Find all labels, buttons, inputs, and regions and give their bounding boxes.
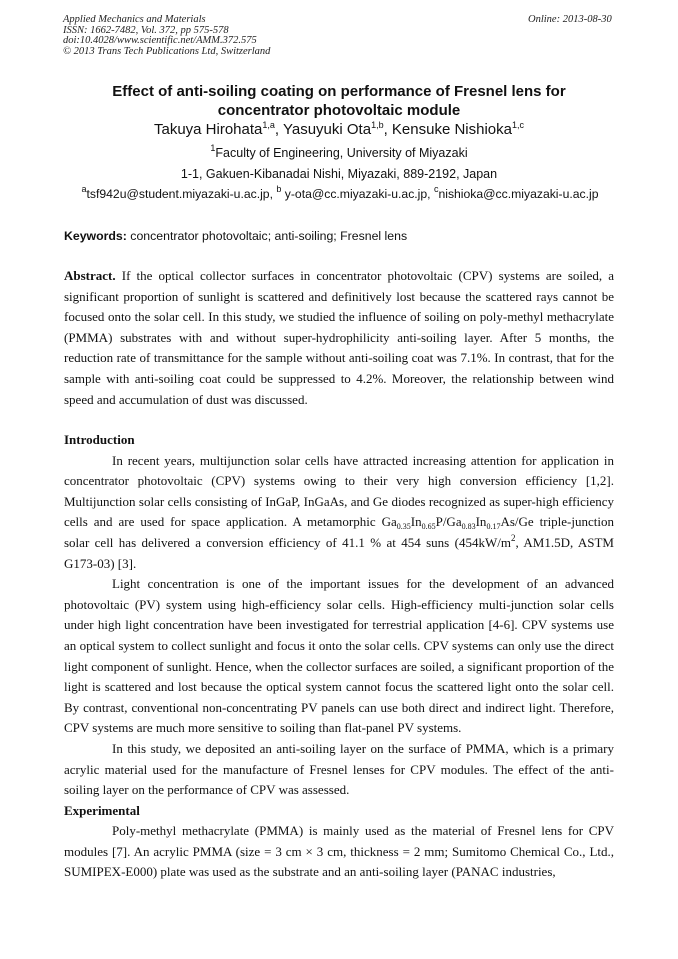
email-b: y-ota@cc.miyazaki-u.ac.jp, xyxy=(281,187,434,201)
paper-title xyxy=(64,82,614,120)
copyright-line: © 2013 Trans Tech Publications Ltd, Switzerland xyxy=(63,45,271,57)
superscript: 2 xyxy=(510,532,516,543)
author-name: Takuya Hirohata xyxy=(153,121,263,138)
text-run: , AM1.5D, ASTM G173-03) [3]. xyxy=(64,534,614,571)
email-sup: a xyxy=(81,184,87,194)
online-date: Online: 2013-08-30 xyxy=(528,14,612,25)
subscript: 0.17 xyxy=(486,522,501,532)
abstract-label: Abstract. xyxy=(64,268,116,283)
affiliation-line-2: 1-1, Gakuen-Kibanadai Nishi, Miyazaki, 889-2192, Japan xyxy=(180,167,498,181)
experimental-heading: Experimental xyxy=(64,802,140,818)
keywords xyxy=(64,228,407,244)
journal-header xyxy=(63,15,270,57)
text-run: As/Ge triple-junction solar cell has delivered a conversion efficiency of 41.1 % at 454 suns (454kW/m xyxy=(64,514,614,550)
email-c: nishioka@cc.miyazaki-u.ac.jp xyxy=(438,187,599,201)
text-run: In xyxy=(410,514,422,530)
title-line-1: Effect of anti-soiling coating on performance of Fresnel lens for xyxy=(112,83,566,100)
author-affil-sup: 1,a xyxy=(262,120,275,130)
abstract xyxy=(64,266,614,410)
email-sup: c xyxy=(433,184,439,194)
keywords-text: concentrator photovoltaic; anti-soiling; Fresnel lens xyxy=(126,229,408,243)
email-sup: b xyxy=(276,184,282,194)
email-a: tsf942u@student.miyazaki-u.ac.jp, xyxy=(86,187,277,201)
title-line-2: concentrator photovoltaic module xyxy=(217,102,461,119)
experimental-paragraph-1: Poly-methyl methacrylate (PMMA) is mainly used as the material of Fresnel lens for CPV modules [7]. An acrylic PMMA (size = 3 cm × 3 cm, thickness = 2 mm; Sumitomo Chemical Co., Ltd., SUMIPEX-E000) plate was used as the substrate and an anti-soiling layer (PANAC industries, xyxy=(64,823,614,880)
subscript: 0.35 xyxy=(396,522,411,532)
affiliation-sup: 1 xyxy=(210,143,216,153)
author-affil-sup: 1,c xyxy=(512,120,525,130)
introduction-paragraph-2: Light concentration is one of the important issues for the development of an advanced photovoltaic (PV) system using high-efficiency solar cells. High-efficiency multi-junction solar cells under high light concentration have been investigated for terrestrial application [4-6]. CPV systems use an optical system to collect sunlight and focus it onto the solar cells. CPV systems can only use the direct light component of sunlight. Hence, when the collector surfaces are soiled, a significant proportion of the light is scattered and lost because the optical system cannot focus the scattered light onto the solar cell. By contrast, conventional non-concentrating PV panels can use both direct and indirect light. Therefore, CPV systems are much more sensitive to soiling than flat-panel PV systems. xyxy=(64,576,614,736)
affiliation-name: Faculty of Engineering, University of Miyazaki xyxy=(215,146,468,160)
abstract-text: If the optical collector surfaces in concentrator photovoltaic (CPV) systems are soiled, a significant proportion of sunlight is scattered and definitively lost because the scattered rays cannot be focused onto the solar cell. In this study, we studied the influence of soiling on poly-methyl methacrylate (PMMA) substrates with and without super-hydrophilicity anti-soiling layer. After 5 months, the reduction rate of transmittance for the sample without anti-soiling coat was 7.1%. In contrast, that for the sample with anti-soiling coat could be suppressed to 4.2%. Moreover, the relationship between wind speed and accumulation of dust was discussed. xyxy=(64,268,614,407)
text-run: P/Ga xyxy=(435,514,462,530)
abstract-paragraph xyxy=(64,266,614,410)
issn-line: ISSN: 1662-7482, Vol. 372, pp 575-578 xyxy=(63,24,229,36)
subscript: 0.83 xyxy=(461,522,476,532)
introduction-heading: Introduction xyxy=(64,432,135,447)
doi-line: doi:10.4028/www.scientific.net/AMM.372.575 xyxy=(63,35,257,46)
introduction-paragraph-3: In this study, we deposited an anti-soiling layer on the surface of PMMA, which is a primary acrylic material used for the manufacture of Fresnel lenses for CPV modules. The effect of the anti-soiling layer on the performance of CPV was assessed. xyxy=(64,740,614,798)
introduction-paragraph-1 xyxy=(64,451,614,575)
keywords-label: Keywords: xyxy=(64,229,127,243)
author-affil-sup: 1,b xyxy=(371,120,384,130)
affiliation-line-1 xyxy=(64,145,614,161)
journal-name: Applied Mechanics and Materials xyxy=(63,14,206,25)
author-name: , Yasuyuki Ota xyxy=(274,121,372,138)
author-list xyxy=(64,120,614,140)
body-sections xyxy=(64,430,614,883)
subscript: 0.65 xyxy=(421,522,436,532)
author-name: , Kensuke Nishioka xyxy=(383,121,512,138)
text-run: In recent years, multijunction solar cells have attracted increasing attention for application in concentrator photovoltaic (CPV) systems owing to their very high conversion efficiency [1,2]. Multijunction solar cells consisting of InGaP, InGaAs, and Ge diodes recognized as super-high efficiency cells and are used for space application. A metamorphic Ga xyxy=(64,452,614,530)
text-run: In xyxy=(475,514,487,530)
author-emails xyxy=(64,186,616,202)
